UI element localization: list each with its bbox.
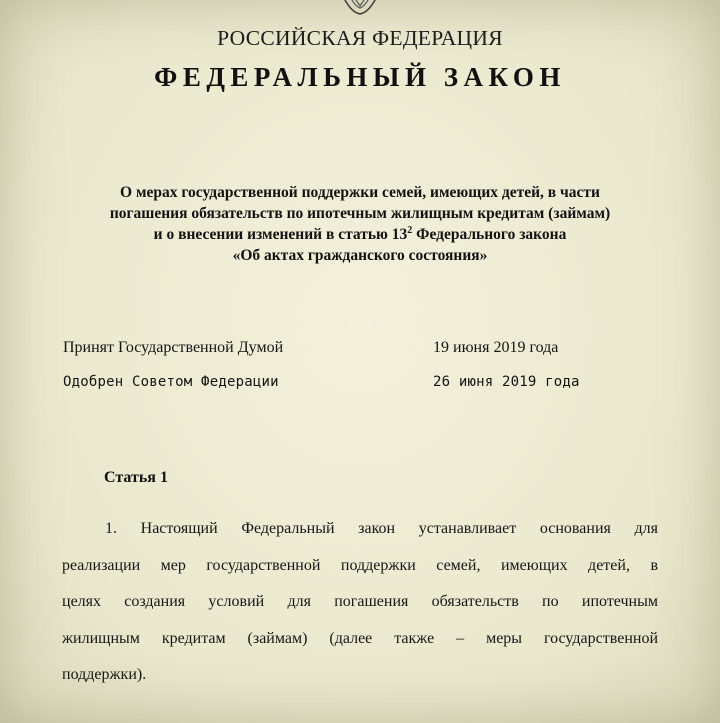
- article-heading: Статья 1: [104, 469, 168, 486]
- article-body: [62, 511, 658, 694]
- approval-date: 26 июня 2019 года: [433, 374, 580, 390]
- article-line: поддержки).: [62, 666, 147, 683]
- article-line: 1. Настоящий Федеральный закон устанавливает основания для: [105, 520, 658, 537]
- document-type: ФЕДЕРАЛЬНЫЙ ЗАКОН: [154, 62, 566, 92]
- law-title-line: [40, 224, 680, 245]
- coat-of-arms-icon: [336, 0, 384, 16]
- adoption-row-duma: [63, 339, 680, 363]
- law-title-line: О мерах государственной поддержки семей, имеющих детей, в части: [120, 184, 600, 201]
- law-title-text: и о внесении изменений в статью 13: [153, 226, 408, 243]
- article-line: жилищным кредитам (займам) (далее также – меры государственной: [62, 629, 658, 647]
- article-line: целях создания условий для погашения обязательств по ипотечным: [62, 593, 658, 610]
- article-line: реализации мер государственной поддержки семей, имеющих детей, в: [62, 556, 658, 574]
- adopted-by: Принят Государственной Думой: [63, 339, 284, 356]
- approved-by: Одобрен Советом Федерации: [63, 374, 279, 390]
- superscript: 2: [407, 225, 413, 236]
- country-name: РОССИЙСКАЯ ФЕДЕРАЦИЯ: [217, 26, 503, 50]
- adoption-row-council: [63, 374, 680, 398]
- law-title-line: погашения обязательств по ипотечным жилищным кредитам (займам): [109, 205, 611, 222]
- law-title-line: «Об актах гражданского состояния»: [232, 247, 488, 264]
- law-title-text: Федерального закона: [412, 226, 567, 243]
- law-title: [40, 182, 680, 266]
- adoption-date: 19 июня 2019 года: [433, 339, 559, 356]
